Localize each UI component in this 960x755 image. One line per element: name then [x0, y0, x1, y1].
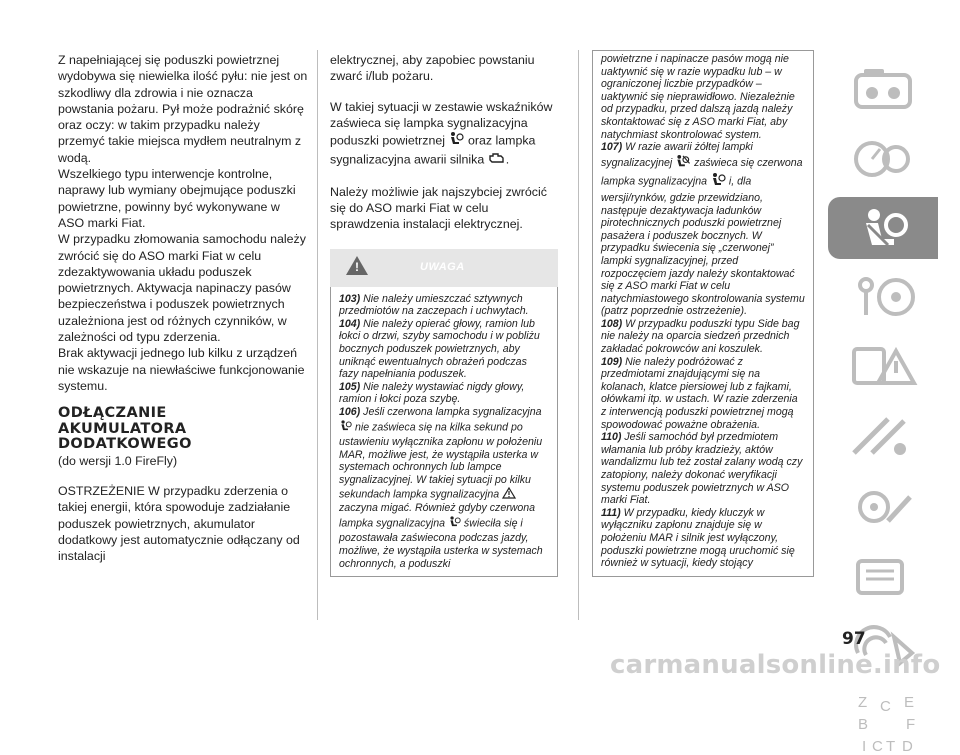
warning-box — [330, 287, 558, 577]
warning-item: powietrzne i napinacze pasów mogą nie uaktywnić się w razie wypadku lub – w ograniczonej liczbie przypadków – uaktywnić się nieprawidłowo. Niezależnie od przypadku, przed dalszą jazdą należy skontaktować się z ASO marki Fiat, aby natychmiast skontrolować system. — [601, 53, 795, 141]
item-number: 104) — [339, 317, 361, 330]
warning-header — [330, 249, 558, 287]
item-number: 108) — [601, 317, 623, 330]
text: W przypadku poduszki typu Side bag nie należy na oparcia siedzeń przednich zakładać pokrowców ani koszulek. — [601, 317, 800, 356]
engine-warning-icon — [488, 151, 506, 169]
warning-item — [601, 507, 805, 570]
emergency-icon — [848, 413, 918, 461]
column-divider — [317, 50, 318, 620]
heading-line: AKUMULATORA — [58, 420, 187, 437]
paragraph: W przypadku złomowania samochodu należy zwrócić się do ASO marki Fiat w celu zdezaktywowania układu poduszek powietrznych. Aktywacja napinaczy pasów bezpieczeństwa i poduszek powietrznych uzależniona jest od różnych czynników, w zależności od typu zderzenia. — [58, 232, 306, 345]
safety-airbag-icon — [848, 205, 918, 253]
text: zaczyna migać. Również gdyby czerwona lampka sygnalizacyjna — [339, 502, 536, 530]
warning-lights-icon — [848, 343, 918, 391]
warning-triangle-icon: ! — [346, 256, 368, 275]
dashboard-icon — [848, 65, 918, 113]
paragraph: elektrycznej, aby zapobiec powstaniu zwarć i/lub pożaru. — [330, 53, 535, 84]
paragraph: OSTRZEŻENIE W przypadku zderzenia o takiej energii, która spowoduje zadziałanie poduszek powietrznych, akumulator dodatkowy jest automatycznie odłączany od instalacji — [58, 484, 300, 564]
index-letter: B — [858, 716, 869, 733]
tab-technical-data[interactable] — [828, 545, 938, 609]
tab-dashboard[interactable] — [828, 57, 938, 121]
tab-index[interactable] — [828, 685, 938, 755]
item-number: 109) — [601, 355, 623, 368]
index-letter: I — [862, 738, 867, 755]
heading-line: DODATKOWEGO — [58, 436, 192, 453]
paragraph: Brak aktywacji jednego lub kilku z urządzeń nie wskazuje na niewłaściwe funkcjonowanie systemu. — [58, 346, 305, 393]
text: W razie awarii żółtej lampki sygnalizacyjnej — [601, 141, 753, 169]
airbag-warning-icon — [339, 419, 352, 437]
index-letter: C — [880, 698, 891, 715]
text: nie zaświeca się na kilka sekund po ustawieniu wyłącznika zapłonu w położeniu MAR, możliwe jest, że wystąpiła usterka w systemach ochronnych lub lampce sygnalizacyjnej. W takiej sytuacji po kilku sekundach lampka sygnalizacyjna — [339, 421, 543, 501]
page-number: 97 — [842, 629, 866, 649]
item-number: 105) — [339, 380, 361, 393]
index-letter: D — [902, 738, 913, 755]
airbag-warning-icon — [448, 515, 461, 533]
item-number: 107) — [601, 141, 623, 154]
text: Jeśli samochód był przedmiotem włamania lub próby kradzieży, aktów wandalizmu lub też został zalany wodą czy zatopiony, należy dokonać weryfikacji systemu poduszek powietrznych w ASO marki Fiat. — [601, 431, 803, 507]
text: Nie należy umieszczać sztywnych przedmiotów na zaczepach i uchwytach. — [339, 292, 529, 318]
warning-title: UWAGA — [420, 260, 465, 273]
warning-item — [601, 318, 805, 356]
index-letter: F — [906, 716, 916, 733]
index-icon — [848, 693, 928, 755]
text: Nie należy opierać głowy, ramion lub łokci o drzwi, szyby samochodu i w pobliżu bocznych poduszek powietrznych, aby uniknąć ewentualnych obrażeń podczas fazy napełniania poduszek. — [339, 317, 540, 381]
text: zaświeca się czerwona lampka sygnalizacyjna — [601, 156, 803, 188]
paragraph: Wszelkiego typu interwencje kontrolne, naprawy lub wymiany obejmujące poduszki powietrzne, powinny być wykonywane w ASO marki Fiat. — [58, 167, 296, 230]
paragraph: Należy możliwie jak najszybciej zwrócić się do ASO marki Fiat w celu sprawdzenia instalacji elektrycznej. — [330, 184, 547, 232]
tab-emergency[interactable] — [828, 405, 938, 469]
item-number: 103) — [339, 292, 361, 305]
index-letter: C — [872, 738, 883, 755]
airbag-warning-icon — [448, 131, 464, 151]
tab-starting-driving[interactable] — [828, 265, 938, 329]
column-2 — [330, 52, 558, 577]
airbag-off-icon — [675, 154, 691, 173]
technical-data-icon — [848, 553, 918, 601]
text: Jeśli czerwona lampka sygnalizacyjna — [363, 406, 542, 419]
warning-item — [339, 318, 549, 381]
text: i, dla wersji/rynków, gdzie przewidziano, następuje dezaktywacja ładunków pirotechnicznych poduszki powietrznej pasażera i poduszek bocznych. W przypadku świecenia się „czerwonej” lampki sygnalizacyjnej, przed rozpoczęciem jazdy należy skontaktować się z ASO marki Fiat w celu natychmiastowego skontrolowania systemu (patrz poprzednie ostrzeżenie). — [601, 175, 805, 318]
tab-safety[interactable] — [828, 197, 938, 259]
warning-triangle-icon — [502, 487, 516, 503]
tab-warning-lights[interactable] — [828, 335, 938, 399]
starting-driving-icon — [848, 273, 918, 321]
subheading: (do wersji 1.0 FireFly) — [58, 453, 178, 468]
text: Nie należy wystawiać nigdy głowy, ramion i łokci poza szybę. — [339, 380, 525, 406]
airbag-warning-icon — [710, 172, 726, 192]
text: . — [505, 152, 510, 167]
section-heading — [58, 406, 308, 453]
text: W takiej sytuacji w zestawie wskaźników zaświeca się lampka sygnalizacyjna poduszki powietrznej — [330, 99, 553, 148]
text: Nie należy podróżować z przedmiotami znajdującymi się na kolanach, klatce piersiowej lub z fajkami, ołówkami itp. w ustach. W razie zderzenia z interwencją poduszki powietrznej mogą spowodować poważne obrażenia. — [601, 355, 798, 431]
warning-item — [601, 356, 805, 432]
warning-item — [339, 406, 549, 570]
column-3 — [592, 50, 814, 577]
index-letter: Z — [858, 694, 868, 711]
paragraph — [330, 99, 558, 170]
text: świeciła się i pozostawała zaświecona podczas jazdy, możliwe, że wystąpiła usterka w systemach ochronnych, a poduszki — [339, 517, 543, 570]
warning-item — [601, 141, 805, 318]
text: oraz lampka sygnalizacyjna awarii silnika — [330, 133, 536, 167]
warning-item — [339, 381, 549, 406]
index-letter: T — [886, 738, 896, 755]
warning-item — [339, 293, 549, 318]
index-letter: E — [904, 694, 915, 711]
item-number: 110) — [601, 431, 622, 444]
text: W przypadku, kiedy kluczyk w wyłączniku zapłonu znajduje się w położeniu MAR i silnik jest wyłączony, poduszki powietrzne mogą uruchomić się również w sytuacji, kiedy stojący — [601, 506, 795, 570]
column-divider — [578, 50, 579, 620]
tab-instruments[interactable] — [828, 127, 938, 191]
instruments-icon — [848, 135, 918, 183]
maintenance-icon — [848, 483, 918, 531]
item-number: 106) — [339, 406, 361, 419]
item-number: 111) — [601, 506, 621, 519]
watermark: carmanualsonline.info — [610, 650, 941, 680]
warning-item — [601, 431, 805, 507]
tab-maintenance[interactable] — [828, 475, 938, 539]
warning-box-continued — [592, 50, 814, 577]
heading-line: ODŁĄCZANIE — [58, 405, 167, 422]
column-1 — [58, 52, 308, 565]
paragraph: Z napełniającej się poduszki powietrznej wydobywa się niewielka ilość pyłu: nie jest on szkodliwy dla zdrowia i nie oznacza powstania pożaru. Pył może podrażnić skórę oraz oczy: w takim przypadku należy przemyć takie miejsca mydłem neutralnym z wodą. — [58, 53, 308, 165]
